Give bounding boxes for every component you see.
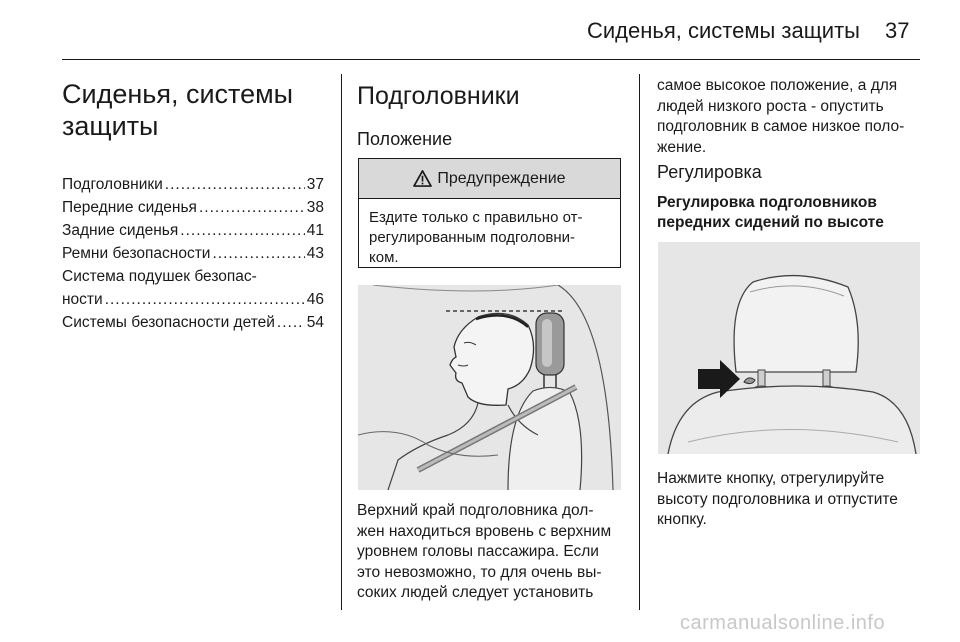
- adjustment-body-text: [657, 469, 925, 531]
- warning-box: [358, 158, 621, 268]
- toc-entry-page: 41: [306, 222, 324, 239]
- toc-entry-page: 54: [306, 314, 324, 331]
- column-divider-2: [639, 74, 640, 610]
- toc-leader: [277, 314, 305, 332]
- toc-leader: [165, 176, 305, 194]
- warning-text: [359, 199, 620, 268]
- body-line: кнопку.: [657, 511, 707, 528]
- body-line: жение.: [657, 138, 707, 156]
- column-divider-1: [341, 74, 342, 610]
- body-line: уровнем головы пассажира. Если: [357, 543, 599, 560]
- body-line: соких людей следует установить: [357, 584, 594, 601]
- toc-entry-title: ности: [62, 291, 103, 308]
- toc-entry-page: 37: [306, 176, 324, 193]
- passenger-head-headrest-illustration: [358, 285, 621, 490]
- toc-entry-title: Передние сиденья: [62, 199, 197, 216]
- page-number: 37: [885, 18, 910, 43]
- section-title: Подголовники: [357, 82, 520, 110]
- toc-entry[interactable]: [62, 176, 324, 199]
- watermark: carmanualsonline.info: [680, 612, 886, 634]
- body-line: Верхний край подголовника дол-: [357, 502, 594, 519]
- adjustment-subtitle: Регулировка: [657, 162, 762, 182]
- warning-line: Ездите только с правильно от-: [369, 209, 583, 226]
- minor-heading-line: передних сидений по высоте: [657, 214, 884, 231]
- minor-heading-line: Регулировка подголовников: [657, 194, 877, 211]
- chapter-title: [62, 78, 332, 142]
- table-of-contents: [62, 176, 324, 337]
- toc-entry-page: 38: [306, 199, 324, 216]
- warning-heading: Предупреждение: [437, 169, 566, 187]
- toc-entry[interactable]: [62, 199, 324, 222]
- adjustment-minor-heading: [657, 193, 922, 233]
- toc-entry[interactable]: [62, 245, 324, 268]
- warning-header: [359, 159, 620, 199]
- toc-entry-page: 43: [306, 245, 324, 262]
- body-line: жен находиться вровень с верхним: [357, 522, 612, 540]
- running-title: Сиденья, системы защиты: [586, 18, 860, 43]
- toc-entry[interactable]: [62, 268, 324, 314]
- chapter-title-line-2: защиты: [62, 111, 159, 141]
- toc-entry-title: Ремни безопасности: [62, 245, 211, 262]
- section-body-text: [357, 501, 625, 604]
- toc-leader: [199, 199, 305, 217]
- section-subtitle: Положение: [357, 129, 453, 149]
- warning-line: регулированным подголовни-: [369, 229, 576, 246]
- toc-entry[interactable]: [62, 222, 324, 245]
- toc-entry[interactable]: [62, 314, 324, 337]
- warning-triangle-icon: [413, 170, 432, 187]
- toc-entry-page: 46: [306, 291, 324, 308]
- toc-leader: [212, 245, 304, 263]
- body-line: подголовник в самое низкое поло-: [657, 118, 905, 135]
- body-line: это невозможно, то для очень вы-: [357, 563, 602, 581]
- toc-leader: [105, 291, 305, 309]
- toc-leader: [180, 222, 304, 240]
- chapter-title-line-1: Сиденья, системы: [62, 79, 294, 109]
- warning-line: ком.: [369, 249, 399, 266]
- toc-entry-title-line-1: Система подушек безопас-: [62, 268, 257, 285]
- body-line: людей низкого роста - опустить: [657, 97, 884, 115]
- header-rule: [62, 59, 920, 60]
- body-line: Нажмите кнопку, отрегулируйте: [657, 470, 885, 487]
- body-line: высоту подголовника и отпустите: [657, 490, 898, 508]
- continued-body-text: [657, 76, 925, 158]
- toc-entry-title: Системы безопасности детей: [62, 314, 275, 331]
- body-line: самое высокое положение, а для: [657, 77, 898, 94]
- toc-entry-title: Задние сиденья: [62, 222, 179, 239]
- headrest-release-button-illustration: [658, 242, 920, 454]
- toc-entry-title: Подголовники: [62, 176, 163, 193]
